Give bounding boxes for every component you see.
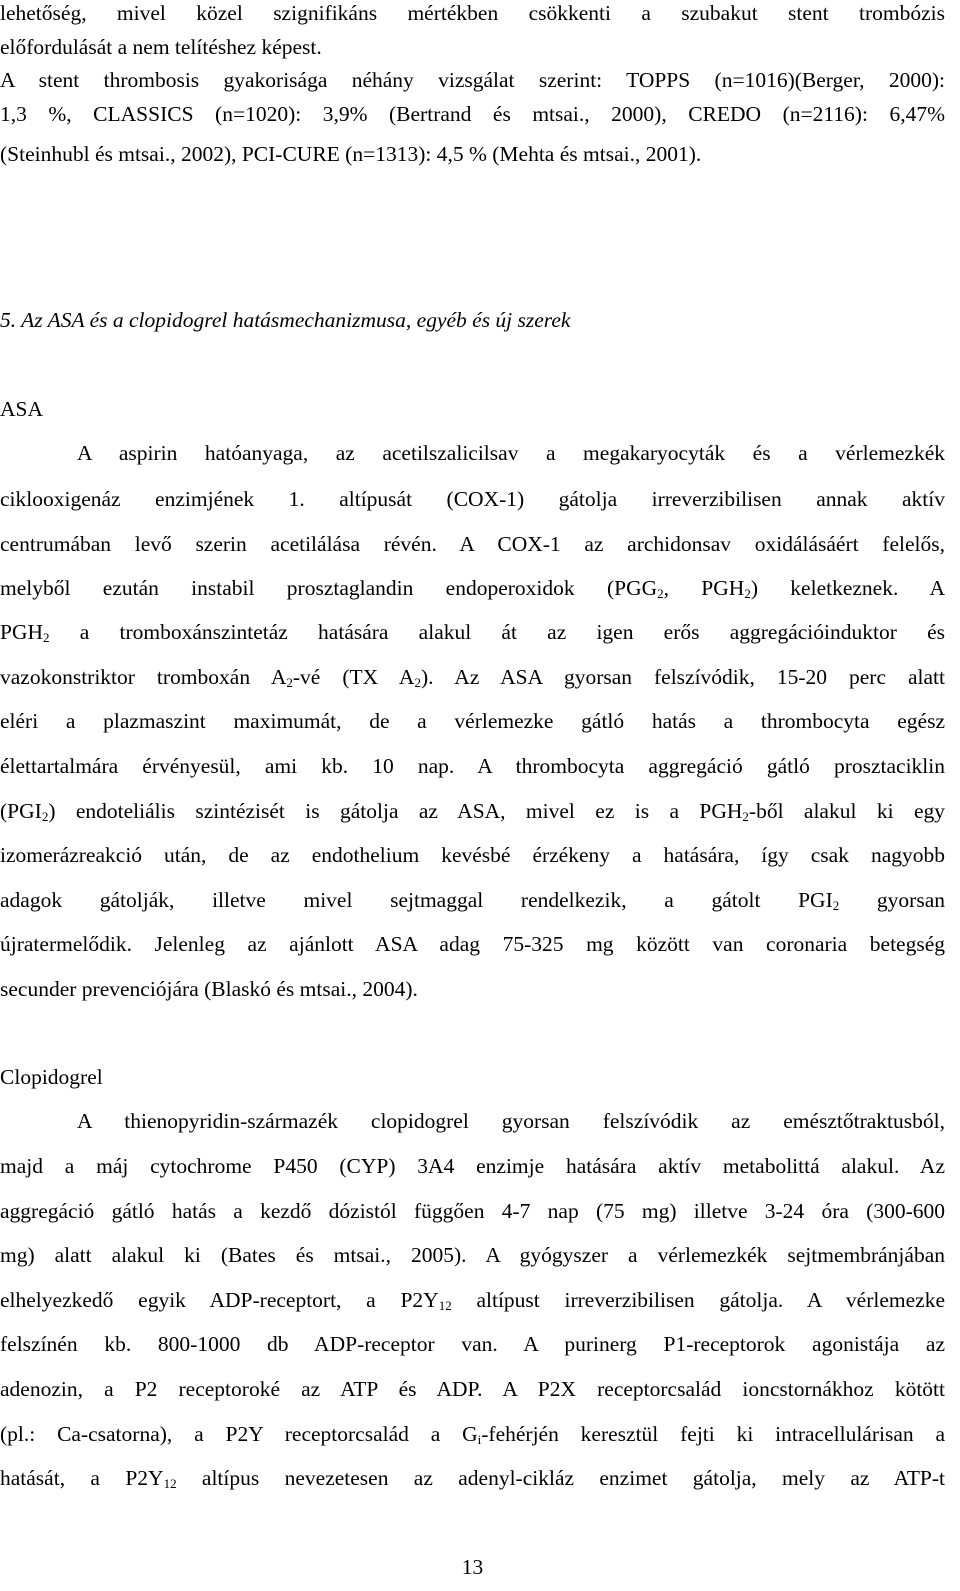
paragraph-line: újratermelődik. Jelenleg az ajánlott ASA adag 75-325 mg között van coronaria betegség — [0, 932, 945, 956]
page-number: 13 — [461, 1555, 484, 1579]
paragraph-line: ciklooxigenáz enzimjének 1. altípusát (COX-1) gátolja irreverzibilisen annak aktív — [0, 487, 945, 511]
paragraph-line: elhelyezkedő egyik ADP-receptort, a $P2Y_{12}$ altípust irreverzibilisen gátolja. A vérlemezke — [0, 1288, 945, 1313]
paragraph-line: hatását, a $P2Y_{12}$ altípus nevezetesen az adenyl-cikláz enzimet gátolja, mely az ATP-t — [0, 1466, 945, 1491]
paragraph-line: 1,3 %, CLASSICS (n=1020): 3,9% (Bertrand és mtsai., 2000), CREDO (n=2116): 6,47% — [0, 102, 945, 126]
paragraph-line: $(PGI_2)$ endoteliális szintézisét is gátolja az ASA, mivel ez is a $PGH_2$-ből alakul ki egy — [0, 799, 945, 824]
paragraph-line: (pl.: Ca-csatorna), a P2Y receptorcsalád a $G_i$-fehérjén keresztül fejti ki intracellulárisan a — [0, 1422, 946, 1447]
paragraph-line: vazokonstriktor tromboxán $A_2-vé$ (TX $A_2$). Az ASA gyorsan felszívódik, 15-20 perc alatt — [0, 665, 945, 690]
subsection-heading-clopidogrel: Clopidogrel — [0, 1065, 103, 1089]
paragraph-line: secunder prevenciójára (Blaskó és mtsai., 2004). — [0, 977, 418, 1001]
paragraph-line: centrumában levő szerin acetilálása révén. A COX-1 az archidonsav oxidálásáért felelős, — [0, 532, 945, 556]
paragraph-line: előfordulását a nem telítéshez képest. — [0, 35, 322, 59]
paragraph-line: A aspirin hatóanyaga, az acetilszalicilsav a megakaryocyták és a vérlemezkék — [77, 441, 945, 465]
paragraph-line: eléri a plazmaszint maximumát, de a vérlemezke gátló hatás a thrombocyta egész — [0, 709, 945, 733]
paragraph-line: melyből ezután instabil prosztaglandin endoperoxidok ($PGG_2$, $PGH_2$) keletkeznek. A — [0, 576, 945, 601]
paragraph-line: $PGH_2$ a tromboxánszintetáz hatására alakul át az igen erős aggregációinduktor és — [0, 620, 945, 645]
paragraph-line: A stent thrombosis gyakorisága néhány vizsgálat szerint: TOPPS (n=1016)(Berger, 2000): — [0, 68, 945, 92]
paragraph-line: lehetőség, mivel közel szignifikáns mértékben csökkenti a szubakut stent trombózis — [0, 1, 945, 25]
paragraph-line: adagok gátolják, illetve mivel sejtmaggal rendelkezik, a gátolt $PGI_2$ gyorsan — [0, 888, 945, 913]
subsection-heading-asa: ASA — [0, 397, 44, 421]
section-heading: 5. Az ASA és a clopidogrel hatásmechanizmusa, egyéb és új szerek — [0, 308, 571, 332]
paragraph-line: (Steinhubl és mtsai., 2002), PCI-CURE (n=1313): 4,5 % (Mehta és mtsai., 2001). — [0, 142, 702, 166]
paragraph-line: felszínén kb. 800-1000 db ADP-receptor van. A purinerg P1-receptorok agonistája az — [0, 1332, 945, 1356]
paragraph-line: aggregáció gátló hatás a kezdő dózistól függően 4-7 nap (75 mg) illetve 3-24 óra (300-600 — [0, 1199, 945, 1223]
paragraph-line: élettartalmára érvényesül, ami kb. 10 nap. A thrombocyta aggregáció gátló prosztaciklin — [0, 754, 945, 778]
paragraph-line: A thienopyridin-származék clopidogrel gyorsan felszívódik az emésztőtraktusból, — [77, 1109, 945, 1133]
paragraph-line: izomerázreakció után, de az endothelium kevésbé érzékeny a hatására, így csak nagyobb — [0, 843, 945, 867]
paragraph-line: adenozin, a P2 receptoroké az ATP és ADP. A P2X receptorcsalád ioncstornákhoz kötött — [0, 1377, 945, 1401]
paragraph-line: majd a máj cytochrome P450 (CYP) 3A4 enzimje hatására aktív metabolittá alakul. Az — [0, 1154, 945, 1178]
paragraph-line: mg) alatt alakul ki (Bates és mtsai., 2005). A gyógyszer a vérlemezkék sejtmembránjában — [0, 1243, 945, 1267]
